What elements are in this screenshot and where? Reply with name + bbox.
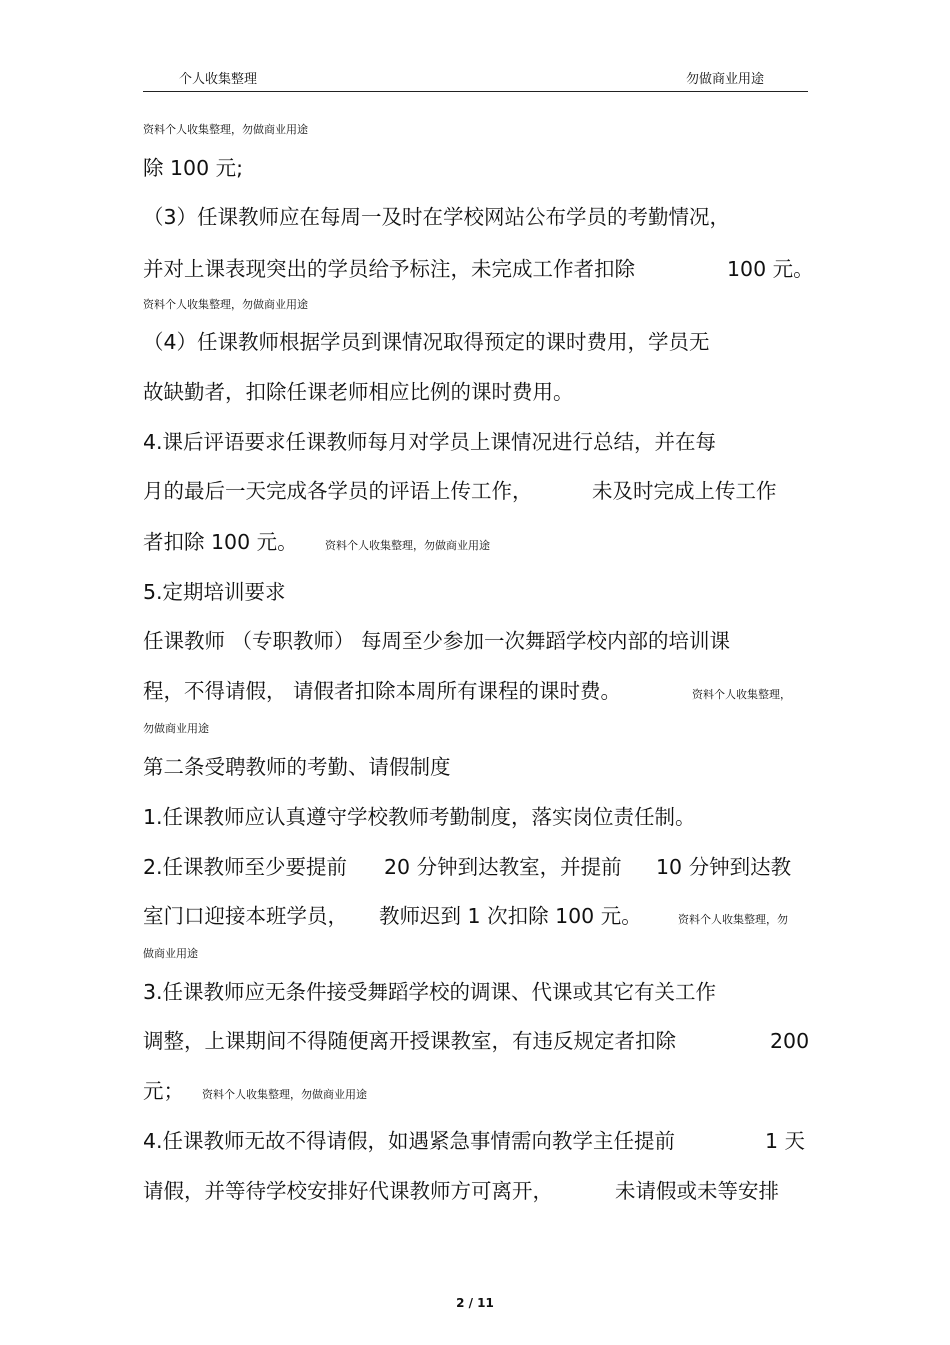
text-line: 5.定期培训要求	[143, 580, 286, 604]
text-line: 任课教师 （专职教师） 每周至少参加一次舞蹈学校内部的培训课	[143, 629, 731, 653]
text-line: 室门口迎接本班学员，	[143, 904, 348, 928]
text-line: 未请假或未等安排	[615, 1179, 779, 1203]
text-line: 1.任课教师应认真遵守学校教师考勤制度，落实岗位责任制。	[143, 805, 696, 829]
watermark-note: 资料个人收集整理，勿做商业用途	[325, 539, 490, 552]
text-line: 200	[770, 1029, 810, 1053]
page-number: 2 / 11	[456, 1296, 494, 1310]
text-line: 2.任课教师至少要提前	[143, 855, 348, 879]
text-line: 教师迟到 1 次扣除 100 元。	[379, 904, 642, 928]
header-left: 个人收集整理	[179, 72, 258, 87]
watermark-note: 资料个人收集整理，勿	[678, 913, 788, 926]
watermark-note: 勿做商业用途	[143, 722, 209, 735]
text-line: 并对上课表现突出的学员给予标注，未完成工作者扣除	[143, 257, 635, 281]
text-line: 者扣除 100 元。	[143, 530, 298, 554]
text-line: 10 分钟到达教	[656, 855, 792, 879]
text-line: 4.任课教师无故不得请假，如遇紧急事情需向教学主任提前	[143, 1129, 676, 1153]
header-right: 勿做商业用途	[685, 72, 764, 87]
text-line: （4）任课教师根据学员到课情况取得预定的课时费用，学员无	[143, 330, 710, 354]
watermark-note: 资料个人收集整理，勿做商业用途	[143, 123, 308, 136]
text-line: 调整，上课期间不得随便离开授课教室，有违反规定者扣除	[143, 1029, 676, 1053]
text-line: 3.任课教师应无条件接受舞蹈学校的调课、代课或其它有关工作	[143, 980, 717, 1004]
text-line: 20 分钟到达教室，并提前	[384, 855, 622, 879]
text-line: 100 元。	[727, 257, 814, 281]
text-line: 故缺勤者，扣除任课老师相应比例的课时费用。	[143, 380, 574, 404]
page-header	[143, 64, 808, 92]
text-line: 请假，并等待学校安排好代课教师方可离开，	[143, 1179, 553, 1203]
text-line: 月的最后一天完成各学员的评语上传工作，	[143, 479, 533, 503]
watermark-note: 资料个人收集整理，勿做商业用途	[143, 298, 308, 311]
watermark-note: 做商业用途	[143, 947, 198, 960]
text-line: 未及时完成上传工作	[592, 479, 777, 503]
text-line: 元；	[143, 1079, 184, 1103]
text-line: 1 天	[765, 1129, 806, 1153]
section-heading: 第二条受聘教师的考勤、请假制度	[143, 755, 451, 779]
text-line: 程，不得请假， 请假者扣除本周所有课程的课时费。	[143, 679, 622, 703]
watermark-note: 资料个人收集整理，	[692, 688, 791, 701]
text-line: 4.课后评语要求任课教师每月对学员上课情况进行总结，并在每	[143, 430, 717, 454]
text-line: （3）任课教师应在每周一及时在学校网站公布学员的考勤情况，	[143, 205, 731, 229]
text-line: 除 100 元;	[143, 156, 244, 180]
watermark-note: 资料个人收集整理，勿做商业用途	[202, 1088, 367, 1101]
